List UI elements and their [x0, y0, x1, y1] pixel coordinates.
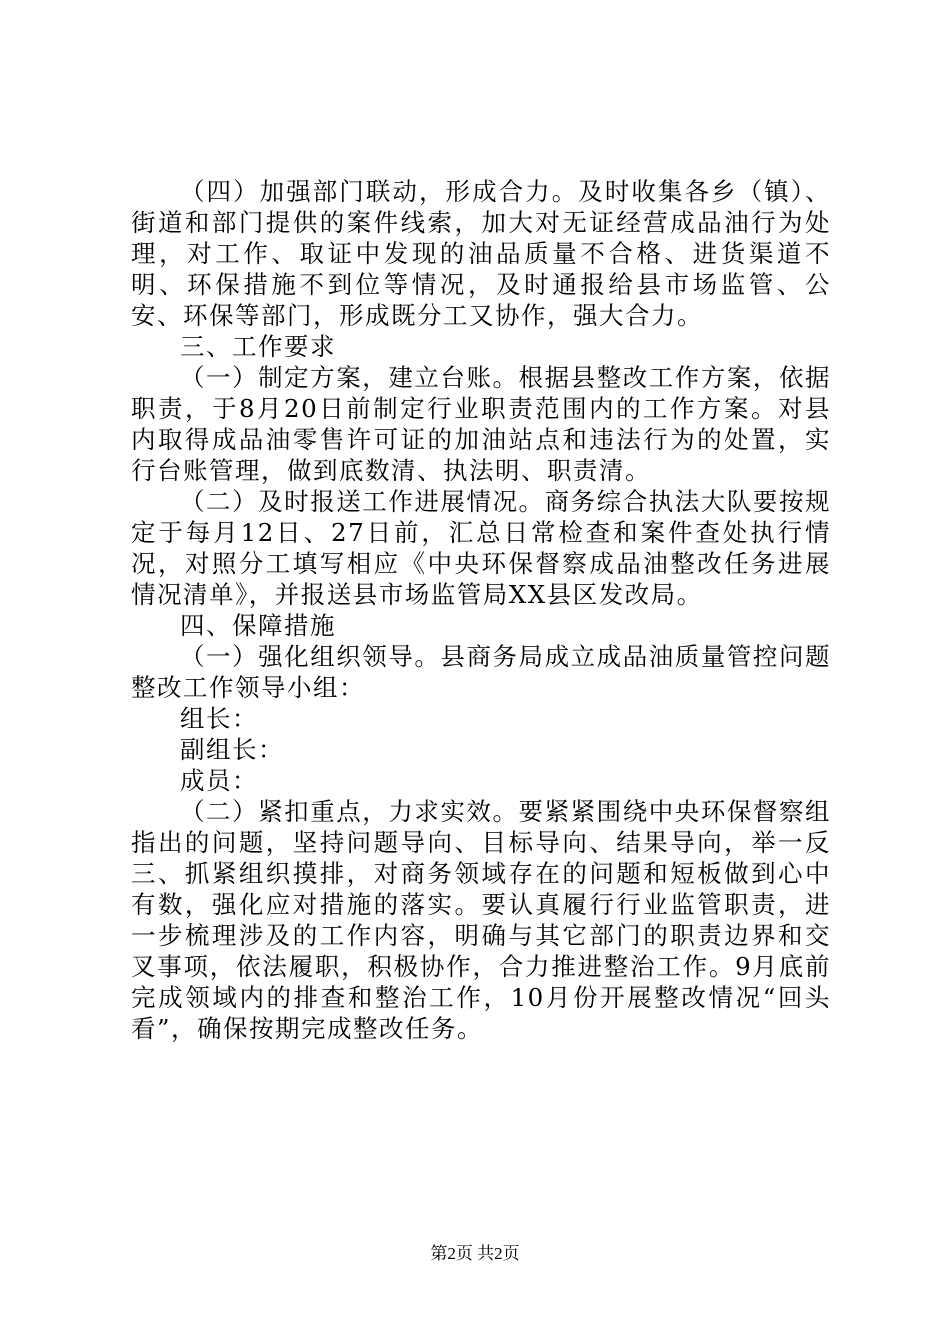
members-line: 成员： [180, 766, 258, 795]
paragraph-requirement-2: （二）及时报送工作进展情况。商务综合执法大队要按规定于每月12日、27日前，汇总日常检查和案件查处执行情况，对照分工填写相应《中央环保督察成品油整改任务进展情况清单》，并报送县市场监管局XX县区发改局。 [131, 487, 831, 609]
page-number-footer: 第2页 共2页 [430, 1244, 520, 1263]
paragraph-safeguard-1: （一）强化组织领导。县商务局成立成品油质量管控问题整改工作领导小组： [131, 642, 831, 702]
document-body [131, 176, 831, 1044]
heading-safeguard-measures: 四、保障措施 [180, 611, 336, 640]
team-leader-line: 组长： [180, 704, 258, 733]
paragraph-safeguard-2: （二）紧扣重点，力求实效。要紧紧围绕中央环保督察组指出的问题，坚持问题导向、目标导向、结果导向，举一反三、抓紧组织摸排，对商务领域存在的问题和短板做到心中有数，强化应对措施的落实。要认真履行行业监管职责，进一步梳理涉及的工作内容，明确与其它部门的职责边界和交叉事项，依法履职，积极协作，合力推进整治工作。9月底前完成领域内的排查和整治工作，10月份开展整改情况“回头看”，确保按期完成整改任务。 [131, 797, 831, 1043]
deputy-leader-line: 副组长： [180, 735, 284, 764]
heading-work-requirements: 三、工作要求 [180, 332, 336, 361]
paragraph-requirement-1: （一）制定方案，建立台账。根据县整改工作方案，依据职责，于8月20日前制定行业职责范围内的工作方案。对县内取得成品油零售许可证的加油站点和违法行为的处置，实行台账管理，做到底数清、执法明、职责清。 [131, 363, 831, 485]
paragraph-section-4-coordination: （四）加强部门联动，形成合力。及时收集各乡（镇）、街道和部门提供的案件线索，加大对无证经营成品油行为处理，对工作、取证中发现的油品质量不合格、进货渠道不明、环保措施不到位等情况，及时通报给县市场监管、公安、环保等部门，形成既分工又协作，强大合力。 [131, 177, 831, 330]
